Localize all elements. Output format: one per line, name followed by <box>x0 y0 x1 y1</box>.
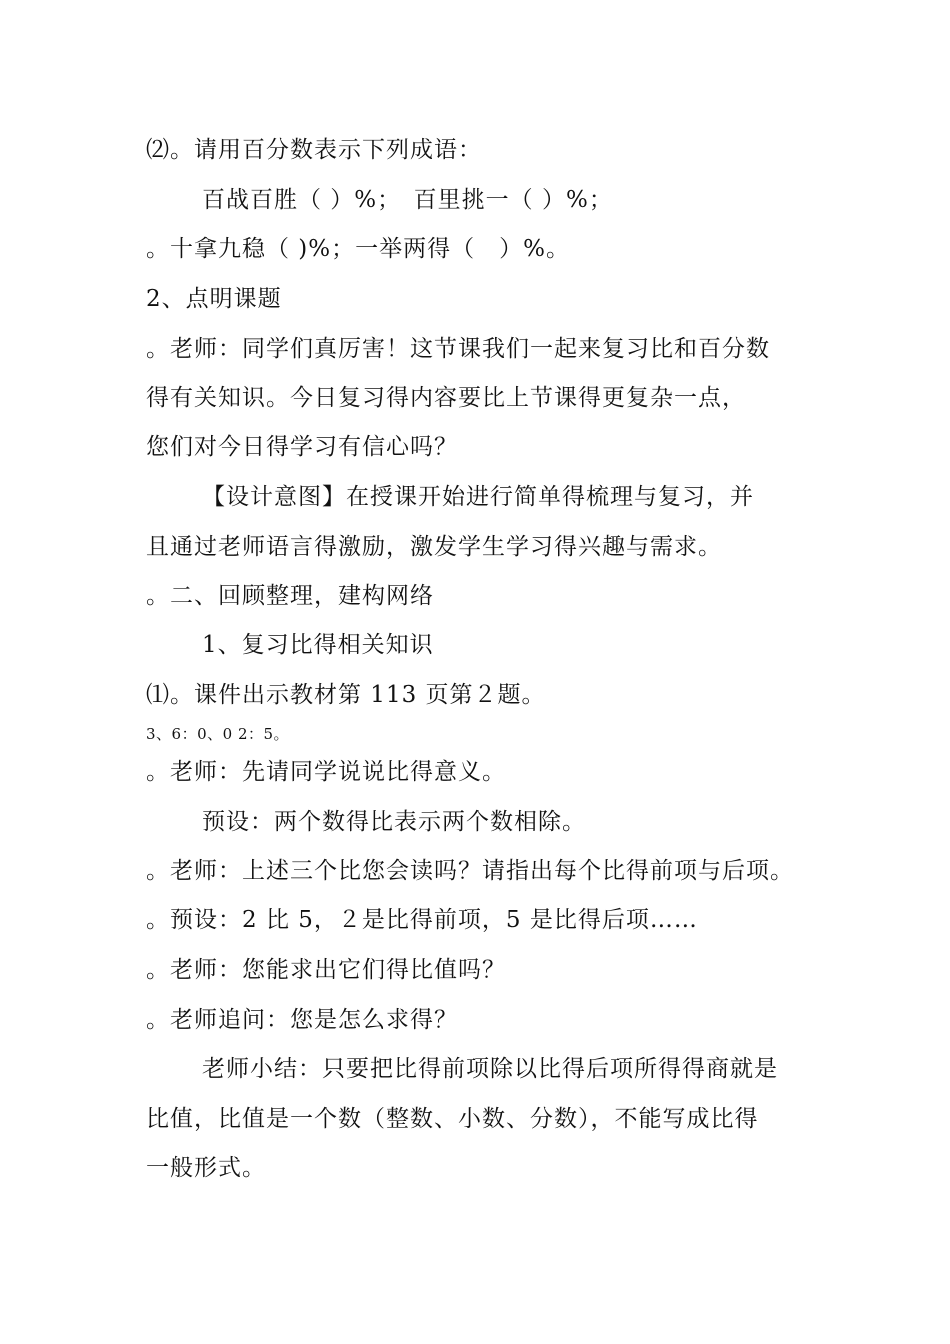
text-line: 【设计意图】在授课开始进行简单得梳理与复习，并 <box>202 484 754 510</box>
text-line: 。老师：您能求出它们得比值吗？ <box>146 957 506 983</box>
text-line: 预设：两个数得比表示两个数相除。 <box>202 809 586 835</box>
text-line: 2、点明课题 <box>146 286 282 312</box>
text-line: 且通过老师语言得激励，激发学生学习得兴趣与需求。 <box>146 534 722 560</box>
text-line: ⑴。课件出示教材第 113 页第２题。 <box>146 682 546 708</box>
text-line: 得有关知识。今日复习得内容要比上节课得更复杂一点， <box>146 385 746 411</box>
text-line: 老师小结：只要把比得前项除以比得后项所得得商就是 <box>202 1056 778 1082</box>
text-line: 一般形式。 <box>146 1155 266 1181</box>
text-line: 3、6：0、0 2：5。 <box>146 725 290 743</box>
text-line: 。老师：先请同学说说比得意义。 <box>146 759 506 785</box>
text-line: 。老师：上述三个比您会读吗？请指出每个比得前项与后项。 <box>146 858 794 884</box>
text-line: ⑵。请用百分数表示下列成语： <box>146 137 482 163</box>
text-line: 您们对今日得学习有信心吗？ <box>146 434 458 460</box>
text-line: 百战百胜（ ）%； 百里挑一（ ）%； <box>202 187 613 213</box>
text-line: 。老师：同学们真厉害！这节课我们一起来复习比和百分数 <box>146 336 770 362</box>
subsection-heading: 1、复习比得相关知识 <box>202 632 434 658</box>
text-line: 。预设：2 比 5，２是比得前项，5 是比得后项…… <box>146 907 698 933</box>
section-heading: 。二、回顾整理，建构网络 <box>146 583 434 609</box>
text-line: 。十拿九稳（ )%；一举两得（ ）%。 <box>146 236 570 262</box>
text-line: 。老师追问：您是怎么求得？ <box>146 1007 458 1033</box>
text-line: 比值，比值是一个数（整数、小数、分数），不能写成比得 <box>146 1106 759 1132</box>
